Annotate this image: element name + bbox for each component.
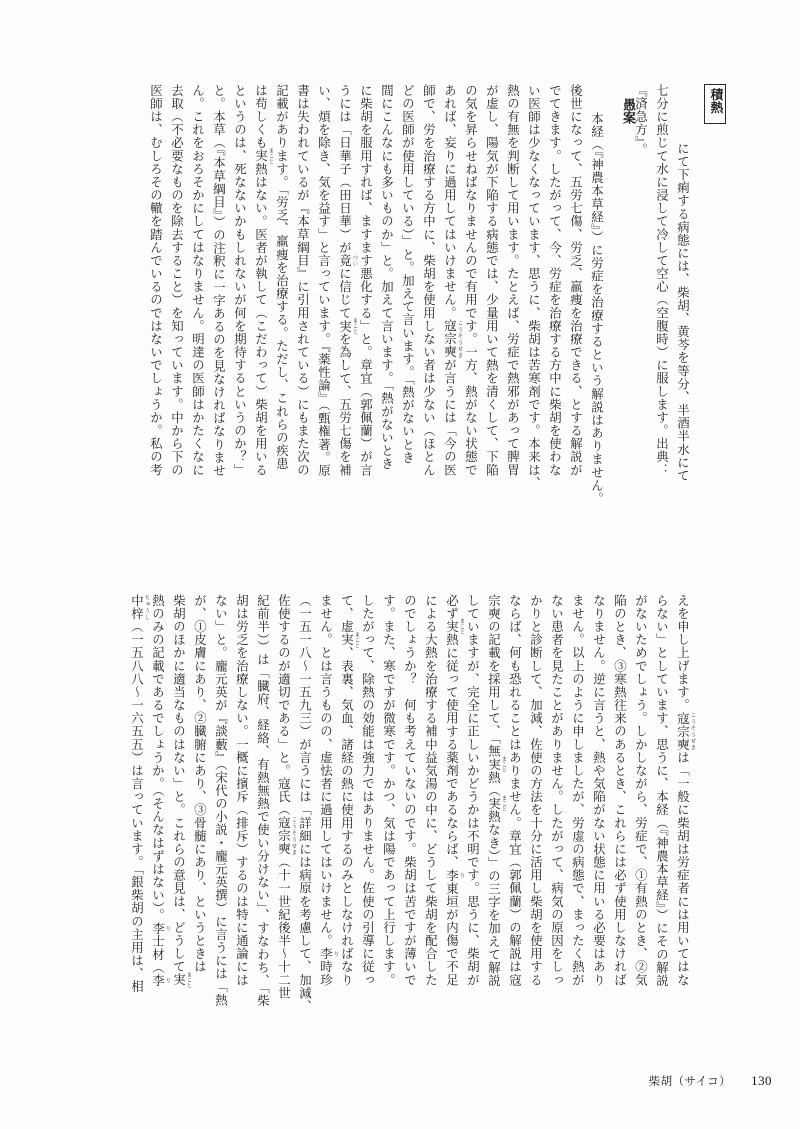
text-column: 師で、労を治療する方中に、柴胡を使用しない者は少ない（ほとん — [421, 84, 436, 477]
text-column: ません。とは言うものの、虚怯者に過用してはいけません。李 り時珍 — [318, 594, 339, 987]
text-column: というのは、死なないかもしれないが何を期待するというのか？」 — [232, 84, 247, 477]
text-column: 熱の有無を判断して用います。たとえば、労症で熱邪があって脾胃 — [505, 84, 520, 477]
text-column: 記載があります。「労乏、羸痩を治療する。ただし、これらの疾患 — [274, 84, 289, 471]
text-column: 宗奭の記載を採用して、「無実 まこと熱（実 まこと熱なき）」の三字を加えて解説 — [486, 594, 507, 988]
text-column: 去取（不必要なものを除去すること）を知っています。中から下の — [169, 84, 184, 477]
text-column: 柴胡のほかに適当なものはない」と。これらの意見は、どうして実 まこと — [171, 594, 192, 989]
text-column: あれば、妄りに過用してはいけません。寇宗奭 こうそうせきが言うには「今の医 — [442, 84, 463, 477]
text-column: （一五一八〜一五九三）が言うには「詳細には病原を考慮して、加減、 — [297, 594, 312, 1013]
text-column: が、①皮膚にあり、②臓腑にあり、③骨髄にあり、というときは — [192, 594, 207, 974]
text-column: うには「日華子（田日華）が竟 ついに信じて実 まことを為して、五労七傷を補 — [337, 84, 358, 477]
text-column: えを申し上げます。寇宗奭 こうそうせきは「一般に柴胡は労症者には用いてはな — [675, 594, 696, 987]
text-column: なりません。逆に言うと、熱や気陥がない状態に用いる必要はあり — [591, 594, 606, 987]
text-column: 佐使するのが適切である」と。寇氏（寇宗奭 こうそうせき（十一世紀後半〜十二世 — [276, 594, 297, 1000]
text-column: て、虚実 まこと、表裏、気血、諸経の熱に使用するのみとしなければなり — [339, 594, 360, 987]
text-column: 『済急方』。 — [633, 84, 648, 157]
text-column: らない」としています、思うに、本経（『神農本草経』）にその解説 — [654, 594, 669, 988]
text-column: は苟しくも実 まこと熱はない。医者が執して（こだわって）柴胡を用いる — [253, 84, 274, 477]
text-column: す。また、寒ですが微寒です。かつ、気は陽であって上行します。 — [381, 594, 396, 987]
text-column: い、煩を除き、気を益す」と言っています。『薬性論』（甄権著。原 — [316, 84, 331, 478]
page-footer — [0, 1073, 800, 1089]
text-column: による大熱を治療する補中益気湯の中に、どうして柴胡を配合した — [423, 594, 438, 987]
text-column: に柴胡を服用すれば、ますます悪化する」と。章宜（郭佩蘭）が言 — [358, 84, 373, 477]
text-column: が虚し、陽気が下陥する病態では、少量用いて熱を清くして、下陥 — [484, 84, 499, 477]
text-column: でてきます。したがって、今、労症を治療する方中に柴胡を使わな — [547, 84, 562, 477]
text-column: 七分に煎じて水に浸して冷して空心（空腹時）に服します。出典： — [654, 84, 669, 477]
topic-label-text: 積熱 — [708, 88, 723, 114]
text-column: 必ず実 まこと熱に従って使用する薬剤であるならば、李 り東垣が内傷で不足 — [444, 594, 465, 987]
text-column: ない患者を見たことがありません。したがって、病気の原因をしっ — [549, 594, 564, 987]
text-column: ない」と。龐元英が『談藪』（宋代の小説・龐元英撰）に言うには「熱 — [213, 594, 228, 1007]
text-column: にて下痢する病態には、柴胡、黄芩を等分、半酒半水にて — [675, 142, 690, 483]
footer-chapter-title: 柴胡（サイコ） — [648, 1076, 732, 1088]
text-column: のでしょうか？ 何も考えていないのです。柴胡は苦ですが薄いで — [402, 594, 417, 987]
text-column: 胡は労乏を治療しない。一概に擯斥（排斥）するのは特に通論には — [234, 594, 249, 987]
text-column: ならば、何も恐れることはありません。章宜（郭佩蘭）の解説は寇 — [507, 594, 522, 987]
section-heading-text: 愚案 — [621, 98, 636, 125]
text-column: 医師は、むしろその轍を踏んでいるのではないでしょうか。私の考 — [148, 84, 163, 477]
text-column: 熱のみの記載であるでしょうか。（そんなはずはない）。李 り士材（李 り — [150, 594, 171, 988]
text-column: どの医師が使用している）」と。加えて言います。「熱がないとき — [400, 84, 415, 465]
text-column: 陥のとき、③寒熱往来のあるとき、これらには必ず使用しなければ — [612, 594, 627, 987]
footer-page-number: 130 — [751, 1073, 772, 1088]
text-column: していますが、完全に正しいかどうかは不明です。思うに、柴胡が — [465, 594, 480, 987]
text-column: ません。以上のように申しましたが、労虚の病態で、まったく熱が — [570, 594, 585, 987]
text-column: がないためでしょう。しかしながら、労症で、①有熱のとき、②気 — [633, 594, 648, 987]
text-column: い医師は少なくなっています、思うに、柴胡は苦寒剤です。本来は、 — [526, 84, 541, 490]
text-column: ん。これをおろそかにしてはなりません。明達の医師はかたくなに — [190, 84, 205, 477]
text-column: 書は失われているが『本草綱目』に引用されている）にもまた次の — [295, 84, 310, 477]
text-column: の気を昇らせねばなりませんので有用です。一方、熱がない状態で — [463, 84, 478, 477]
text-column: 紀前半））は「臓府、経絡、有熱無熱で使い分けない」、すなわち、「柴 — [255, 594, 270, 1008]
text-column: と。本草（『本草綱目』）の注釈に一字あるのを見なければなりませ — [211, 84, 226, 478]
text-column: 本経（『神農本草経』）に労症を治療するという解説はありません。 — [589, 112, 604, 506]
text-column: 間にこんなにも多いものか」と。加えて言います。「熱がないとき — [379, 84, 394, 471]
text-column: 後世になって、五労七傷、労乏、羸痩を治療できる、とする解説が — [568, 84, 583, 477]
text-column: かりと診断して、加減、佐使の方法を十分に活用し柴胡を使用する — [528, 594, 543, 987]
text-column: 中梓 ちゅうし（一五八八〜一六五五）は言っています。「銀柴胡の主用は、相 — [129, 594, 150, 994]
text-column: したがって、除熱の効能は強力ではありません。佐使の引導に従っ — [360, 594, 375, 987]
